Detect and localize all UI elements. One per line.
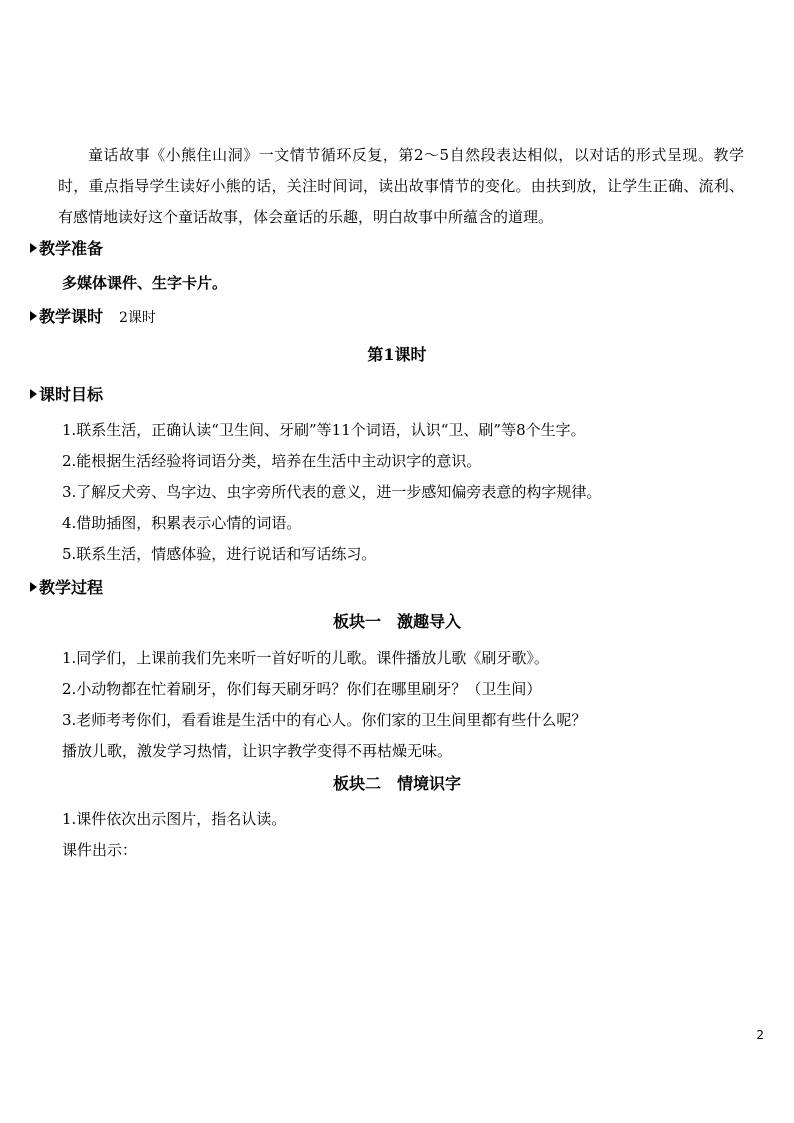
section-heading-hours: [30, 306, 156, 329]
goals-heading: 课时目标: [39, 385, 104, 404]
goal-item: 3.了解反犬旁、鸟字边、虫字旁所代表的意义，进一步感知偏旁表意的构字规律。: [62, 483, 602, 501]
block2-item: 1.课件依次出示图片，指名认读。: [62, 810, 287, 828]
section-heading-prep: [30, 238, 103, 260]
triangle-bullet-icon: [30, 582, 37, 592]
block2-title: 板块二 情境识字: [332, 774, 461, 793]
prep-content: 多媒体课件、生字卡片。: [62, 274, 228, 292]
block1-note: 播放儿歌，激发学习热情，让识字教学变得不再枯燥无味。: [62, 742, 453, 760]
block2-item: 课件出示：: [62, 841, 138, 859]
block1-item: 3.老师考考你们，看看谁是生活中的有心人。你们家的卫生间里都有些什么呢？: [62, 711, 587, 729]
triangle-bullet-icon: [30, 243, 37, 253]
hours-value: 2课时: [119, 310, 156, 326]
block1-item: 1.同学们，上课前我们先来听一首好听的儿歌。课件播放儿歌《刷牙歌》。: [62, 649, 549, 667]
block1-item: 2.小动物都在忙着刷牙，你们每天刷牙吗？你们在哪里刷牙？（卫生间）: [62, 680, 542, 698]
goal-item: 2.能根据生活经验将词语分类，培养在生活中主动识字的意识。: [62, 452, 482, 470]
goal-item: 5.联系生活，情感体验，进行说话和写话练习。: [62, 545, 377, 563]
goal-item: 1.联系生活，正确认读“卫生间、牙刷”等11个词语，认识“卫、刷”等8个生字。: [62, 421, 586, 439]
section-heading-process: [30, 577, 103, 599]
goal-item: 4.借助插图，积累表示心情的词语。: [62, 514, 302, 532]
lesson-title: 第1课时: [367, 345, 427, 364]
triangle-bullet-icon: [30, 311, 37, 321]
process-heading: 教学过程: [39, 578, 104, 597]
intro-paragraph: 童话故事《小熊住山洞》一文情节循环反复，第2～5自然段表达相似，以对话的形式呈现。教学时，重点指导学生读好小熊的话，关注时间词，读出故事情节的变化。由扶到放，让学生正确、流利、有感情地读好这个童话故事，体会童话的乐趣，明白故事中所蕴含的道理。: [58, 146, 744, 226]
hours-heading: 教学课时: [39, 307, 104, 326]
triangle-bullet-icon: [30, 389, 37, 399]
block1-title: 板块一 激趣导入: [332, 612, 461, 631]
prep-heading: 教学准备: [39, 239, 104, 258]
page-number: 2: [756, 1028, 764, 1042]
section-heading-goals: [30, 384, 103, 406]
